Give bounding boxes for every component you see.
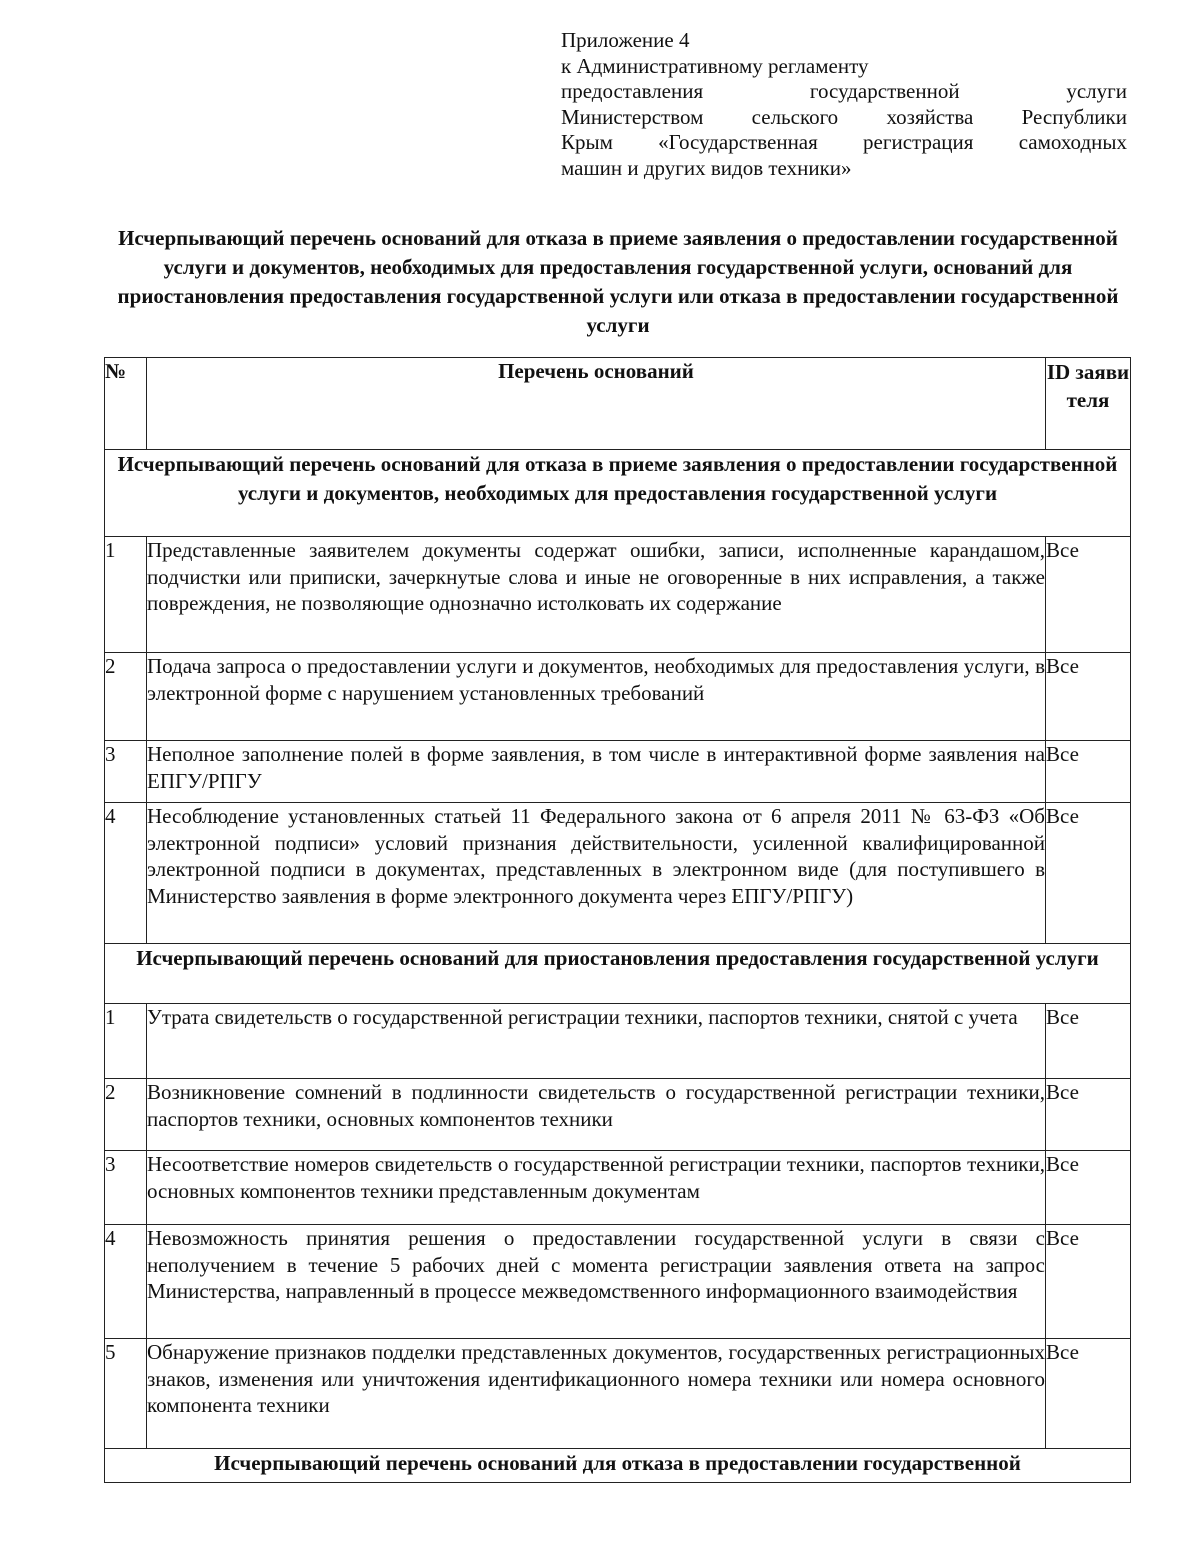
section-row <box>105 1449 1131 1483</box>
row-text: Обнаружение признаков подделки представленных документов, государственных регистрационных знаков, изменения или уничтожения идентификационного номера техники или номера основного компонента техники <box>147 1339 1046 1449</box>
row-applicant: Все <box>1046 1339 1131 1449</box>
section-title: Исчерпывающий перечень оснований для отказа в приеме заявления о предоставлении государственной услуги и документов, необходимых для предоставления государственной услуги <box>105 450 1131 537</box>
table-row <box>105 1225 1131 1339</box>
header-grounds: Перечень оснований <box>147 358 1046 450</box>
row-applicant: Все <box>1046 537 1131 653</box>
header-applicant-id: ID заяви теля <box>1046 358 1131 450</box>
appendix-block <box>561 28 1127 181</box>
row-applicant: Все <box>1046 1079 1131 1151</box>
row-number: 3 <box>105 741 147 803</box>
appendix-line: Крым «Государственная регистрация самоходных <box>561 130 1127 154</box>
appendix-line: Приложение 4 <box>561 28 690 52</box>
row-text: Неполное заполнение полей в форме заявления, в том числе в интерактивной форме заявления на ЕПГУ/РПГУ <box>147 741 1046 803</box>
table-row <box>105 741 1131 803</box>
section-title: Исчерпывающий перечень оснований для отказа в предоставлении государственной <box>105 1449 1131 1483</box>
table-row <box>105 1079 1131 1151</box>
row-applicant: Все <box>1046 1151 1131 1225</box>
appendix-line: Министерством сельского хозяйства Республики <box>561 104 1127 129</box>
row-text: Утрата свидетельств о государственной регистрации техники, паспортов техники, снятой с учета <box>147 1004 1046 1079</box>
table-row <box>105 1151 1131 1225</box>
table-row <box>105 1004 1131 1079</box>
section-row <box>105 450 1131 537</box>
appendix-line: предоставления государственной услуги <box>561 79 1127 103</box>
row-text: Несоблюдение установленных статьей 11 Федерального закона от 6 апреля 2011 № 63-ФЗ «Об электронной подписи» условий признания действительности, усиленной квалифицированной электронной подписи в документах, представленных в электронном виде (для поступившего в Министерство заявления в форме электронного документа через ЕПГУ/РПГУ) <box>147 803 1046 944</box>
row-text: Невозможность принятия решения о предоставлении государственной услуги в связи с неполучением в течение 5 рабочих дней с момента регистрации заявления ответа на запрос Министерства, направленный в процессе межведомственного информационного взаимодействия <box>147 1225 1046 1339</box>
row-number: 4 <box>105 803 147 944</box>
row-text: Представленные заявителем документы содержат ошибки, записи, исполненные карандашом, подчистки или приписки, зачеркнутые слова и иные не оговоренные в них исправления, а также повреждения, не позволяющие однозначно истолковать их содержание <box>147 537 1046 653</box>
row-text: Несоответствие номеров свидетельств о государственной регистрации техники, паспортов техники, основных компонентов техники представленным документам <box>147 1151 1046 1225</box>
table-row <box>105 803 1131 944</box>
row-number: 4 <box>105 1225 147 1339</box>
header-number: № <box>105 358 147 450</box>
table-row <box>105 537 1131 653</box>
section-title: Исчерпывающий перечень оснований для приостановления предоставления государственной услуги <box>105 944 1131 1004</box>
row-number: 2 <box>105 1079 147 1151</box>
row-applicant: Все <box>1046 803 1131 944</box>
row-number: 5 <box>105 1339 147 1449</box>
row-applicant: Все <box>1046 1004 1131 1079</box>
grounds-table <box>104 357 1131 1483</box>
row-applicant: Все <box>1046 741 1131 803</box>
row-applicant: Все <box>1046 653 1131 741</box>
row-number: 2 <box>105 653 147 741</box>
table-row <box>105 1339 1131 1449</box>
row-text: Подача запроса о предоставлении услуги и документов, необходимых для предоставления услуги, в электронной форме с нарушением установленных требований <box>147 653 1046 741</box>
appendix-line: машин и других видов техники» <box>561 155 852 180</box>
appendix-line: к Административному регламенту <box>561 53 869 78</box>
document-title: Исчерпывающий перечень оснований для отказа в приеме заявления о предоставлении государственной услуги и документов, необходимых для предоставления государственной услуги, оснований для приостановления предоставления государственной услуги или отказа в предоставлении государственной услуги <box>117 226 1119 337</box>
row-applicant: Все <box>1046 1225 1131 1339</box>
row-number: 3 <box>105 1151 147 1225</box>
row-number: 1 <box>105 537 147 653</box>
row-number: 1 <box>105 1004 147 1079</box>
row-text: Возникновение сомнений в подлинности свидетельств о государственной регистрации техники, паспортов техники, основных компонентов техники <box>147 1079 1046 1151</box>
table-header-row <box>105 358 1131 450</box>
section-row <box>105 944 1131 1004</box>
table-row <box>105 653 1131 741</box>
